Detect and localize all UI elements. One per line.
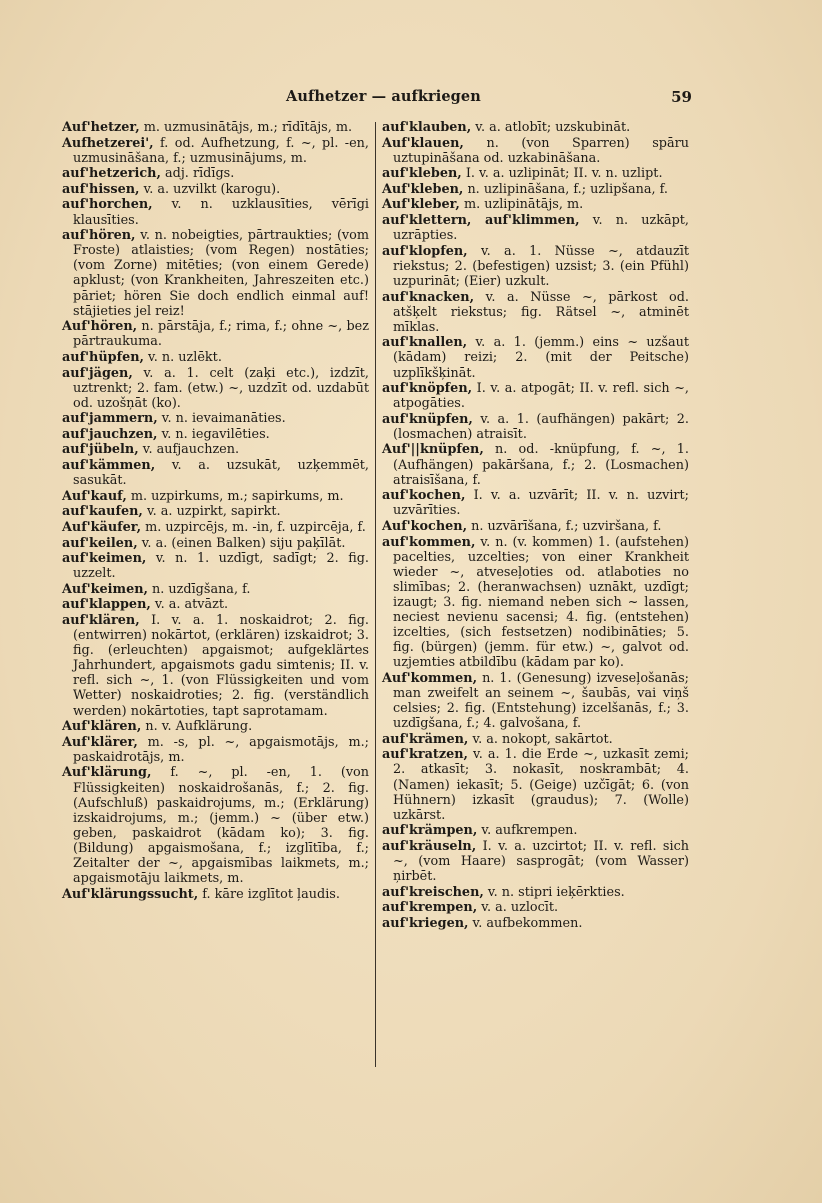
definition: v. n. stipri ieķērkties. <box>483 884 625 900</box>
dictionary-entry <box>62 489 369 504</box>
definition: I. v. a. uzcirtot; II. v. refl. sich ~, (vom Haare) sasprogāt; (vom Wasser) ņirbēt. <box>393 838 689 885</box>
headword: Auf'klärungssucht, <box>62 886 199 902</box>
headword: Auf'hetzer, <box>62 120 140 135</box>
dictionary-entry <box>62 458 369 488</box>
dictionary-entry <box>62 520 369 535</box>
headword: auf'keimen, <box>62 551 147 567</box>
definition: v. aufbekommen. <box>468 915 583 931</box>
headword: Auf'käufer, <box>62 519 142 535</box>
definition: v. a. uzpirkt, sapirkt. <box>142 504 281 520</box>
dictionary-entry <box>62 551 369 581</box>
dictionary-entry <box>382 823 689 838</box>
headword: auf'jägen, <box>62 365 133 381</box>
definition: n. (von Sparren) spāru uztupināšana od. uzkabināšana. <box>393 135 689 166</box>
definition: v. n. uzlēkt. <box>143 349 222 365</box>
dictionary-entry <box>382 182 689 197</box>
right-column <box>382 120 689 931</box>
dictionary-entry <box>382 535 689 671</box>
headword: auf'kriegen, <box>382 915 469 931</box>
definition: v. n. iegavilēties. <box>157 426 270 442</box>
dictionary-entry <box>62 735 369 765</box>
dictionary-entry <box>62 442 369 457</box>
definition: v. n. uzkāpt, uzrāpties. <box>393 213 689 244</box>
dictionary-entry <box>382 197 689 212</box>
definition: v. a. Nüsse ~, pārkost od. atšķelt riekstus; fig. Rätsel ~, atminēt mīklas. <box>393 289 689 335</box>
dictionary-entry <box>382 732 689 747</box>
headword: Auf'kommen, <box>382 670 478 686</box>
dictionary-entry <box>382 442 689 487</box>
headword: Auf'klauen, <box>382 135 464 151</box>
definition: m. uzpirkums, m.; sapirkums, m. <box>126 488 344 504</box>
headword: Aufhetzerei', <box>62 135 154 151</box>
headword: auf'jauchzen, <box>62 426 158 442</box>
page-number: 59 <box>671 88 692 106</box>
headword: auf'knallen, <box>382 335 468 351</box>
headword: auf'hissen, <box>62 181 140 197</box>
headword: auf'horchen, <box>62 197 153 213</box>
definition: I. v. a. uzvārīt; II. v. n. uzvirt; uzvārīties. <box>393 488 689 519</box>
dictionary-entry <box>382 244 689 289</box>
dictionary-entry <box>62 366 369 411</box>
dictionary-entry <box>62 719 369 734</box>
definition: v. n. (v. kommen) 1. (aufstehen) pacelties, uzcelties; von einer Krankheit wieder ~, atveseļoties od. atlaboties no slimības; 2. (heranwachsen) uznākt, uzdīgt; izaugt; 3. fig. niemand neben sich ~ lassen, neciest nevienu sacensi; 4. fig. (entstehen) izcelties, (sich festsetzen) nodibināties; 5. fig. (bürgen) (jemm. für etw.) ~, galvot od. uzjemties atbildību (kādam par ko). <box>393 534 689 671</box>
definition: v. aufkrempen. <box>477 823 578 839</box>
definition: v. a. 1. celt (zaķi etc.), izdzīt, uztrenkt; 2. fam. (etw.) ~, uzdzīt od. uzdabūt od. uzošņāt (ko). <box>73 365 369 411</box>
dictionary-entry <box>62 597 369 612</box>
definition: v. n. ievaimanāties. <box>157 411 286 427</box>
dictionary-entry <box>62 350 369 365</box>
definition: n. v. Aufklärung. <box>141 719 253 735</box>
definition: v. a. atvāzt. <box>150 597 229 613</box>
left-column <box>62 120 369 902</box>
dictionary-entry <box>382 120 689 135</box>
definition: n. pārstāja, f.; rima, f.; ohne ~, bez pārtraukuma. <box>73 319 369 350</box>
definition: f. ~, pl. -en, 1. (von Flüssigkeiten) noskaidrošanās, f.; 2. fig. (Aufschluß) paskaidrojums, m.; (Erklärung) izskaidrojums, m.; (jemm.) ~ (über etw.) geben, paskaidrot (kādam ko); 3. fig. (Bildung) apgaismošana, f.; izglītība, f.; Zeitalter der ~, apgaismības laikmets, m.; apgaismotāju laikmets, m. <box>73 765 369 887</box>
definition: I. v. a. 1. noskaidrot; 2. fig. (entwirren) nokārtot, (erklären) izskaidrot; 3. fig. (erleuchten) apgaismot; aufgeklärtes Jahrhundert, apgaismots gadu simtenis; II. v. refl. sich ~, 1. (von Flüssigkeiten und vom Wetter) noskaidroties; 2. fig. (verständlich werden) nokārtoties, tapt saprotamam. <box>73 613 369 719</box>
headword: auf'klopfen, <box>382 243 468 259</box>
headword: Auf'hören, <box>62 319 138 335</box>
headword: auf'kochen, <box>382 488 466 504</box>
headword: auf'hüpfen, <box>62 349 144 365</box>
headword: auf'kreischen, <box>382 884 484 900</box>
dictionary-entry <box>382 136 689 166</box>
running-head: Aufhetzer — aufkriegen <box>286 88 481 105</box>
headword: auf'klären, <box>62 613 140 628</box>
definition: v. n. uzklausīties, vērīgi klausīties. <box>73 197 369 228</box>
definition: v. n. nobeigties, pārtraukties; (vom Froste) atlaisties; (vom Regen) nostāties; (vom Zorne) mitēties; (von einem Gerede) apklust; (von Krankheiten, Jahreszeiten etc.) pāriet; hören Sie doch endlich einmal auf! stājieties jel reiz! <box>73 228 369 319</box>
headword: auf'kleben, <box>382 166 462 182</box>
definition: m. uzlipinātājs, m. <box>459 197 584 213</box>
headword: Auf'||knüpfen, <box>382 442 484 458</box>
headword: Auf'klären, <box>62 719 142 735</box>
headword: auf'kommen, <box>382 534 476 550</box>
dictionary-entry <box>62 613 369 719</box>
dictionary-entry <box>62 536 369 551</box>
dictionary-entry <box>62 504 369 519</box>
dictionary-entry <box>382 839 689 884</box>
dictionary-entry <box>62 197 369 227</box>
headword: Auf'keimen, <box>62 581 148 597</box>
headword: auf'hören, <box>62 228 136 244</box>
headword: Auf'kleber, <box>382 197 460 213</box>
definition: v. a. 1. (jemm.) eins ~ uzšaut (kādam) reizi; 2. (mit der Peitsche) uzplīkšķināt. <box>393 335 689 381</box>
definition: v. aufjauchzen. <box>138 442 240 458</box>
headword: auf'jübeln, <box>62 442 139 458</box>
dictionary-entry <box>382 916 689 931</box>
dictionary-entry <box>62 411 369 426</box>
definition: n. uzvārīšana, f.; uzviršana, f. <box>467 518 662 534</box>
definition: I. v. a. uzlipināt; II. v. n. uzlipt. <box>461 166 663 182</box>
definition: n. uzlipināšana, f.; uzlipšana, f. <box>463 181 668 197</box>
dictionary-entry <box>382 381 689 411</box>
headword: Auf'kauf, <box>62 488 127 504</box>
headword: auf'krämpen, <box>382 823 478 839</box>
dictionary-entry <box>382 290 689 335</box>
dictionary-entry <box>382 488 689 518</box>
headword: auf'krempen, <box>382 900 478 916</box>
dictionary-entry <box>382 885 689 900</box>
headword: auf'kämmen, <box>62 458 156 474</box>
definition: v. a. uzlocīt. <box>477 900 559 916</box>
definition: n. od. -knüpfung, f. ~, 1. (Aufhängen) pakāršana, f.; 2. (Losmachen) atraisīšana, f. <box>393 442 689 488</box>
dictionary-entry <box>62 182 369 197</box>
dictionary-entry <box>62 166 369 181</box>
dictionary-entry <box>62 887 369 902</box>
definition: f. kāre izglītot ļaudis. <box>198 886 340 902</box>
dictionary-entry <box>382 671 689 731</box>
dictionary-entry <box>62 427 369 442</box>
definition: v. n. 1. uzdīgt, sadīgt; 2. fig. uzzelt. <box>73 551 369 582</box>
definition: v. a. uzsukāt, uzķemmēt, sasukāt. <box>73 458 369 489</box>
headword: auf'jammern, <box>62 411 158 427</box>
definition: v. a. 1. (aufhängen) pakārt; 2. (losmachen) atraisīt. <box>393 411 689 442</box>
headword: Auf'kleben, <box>382 181 464 197</box>
definition: n. uzdīgšana, f. <box>147 581 251 597</box>
headword: auf'knüpfen, <box>382 411 473 427</box>
dictionary-entry <box>382 519 689 534</box>
headword: auf'klettern, auf'klimmen, <box>382 213 580 229</box>
definition: m. uzmusinātājs, m.; rīdītājs, m. <box>139 120 353 135</box>
definition: n. 1. (Genesung) izveseļošanās; man zweifelt an seinem ~, šaubās, vai viņš celsies; 2. fig. (Entstehung) izcelšanās, f.; 3. uzdīgšana, f.; 4. galvošana, f. <box>393 670 689 732</box>
definition: v. a. uzvilkt (karogu). <box>139 181 281 197</box>
headword: auf'krämen, <box>382 731 469 747</box>
headword: auf'klappen, <box>62 597 151 613</box>
headword: auf'kräuseln, <box>382 838 477 854</box>
dictionary-entry <box>382 412 689 442</box>
definition: v. a. 1. Nüsse ~, atdauzīt riekstus; 2. (befestigen) uzsist; 3. (ein Pfühl) uzpurināt; (Eier) uzkult. <box>393 243 689 289</box>
definition: adj. rīdīgs. <box>160 166 235 182</box>
headword: auf'knöpfen, <box>382 381 473 397</box>
definition: f. od. Aufhetzung, f. ~, pl. -en, uzmusināšana, f.; uzmusinājums, m. <box>73 135 369 166</box>
headword: auf'kratzen, <box>382 747 468 763</box>
dictionary-entry <box>62 120 369 135</box>
definition: v. a. (einen Balken) siju paķīlāt. <box>137 535 346 551</box>
headword: auf'hetzerich, <box>62 166 161 182</box>
headword: auf'keilen, <box>62 535 138 551</box>
dictionary-entry <box>62 228 369 319</box>
definition: m. uzpircējs, m. -in, f. uzpircēja, f. <box>141 519 366 535</box>
headword: Auf'kochen, <box>382 518 468 534</box>
page-header <box>60 88 700 110</box>
headword: auf'kaufen, <box>62 504 143 520</box>
definition: I. v. a. atpogāt; II. v. refl. sich ~, atpogāties. <box>393 381 689 412</box>
dictionary-entry <box>62 582 369 597</box>
dictionary-columns <box>62 120 702 1080</box>
headword: auf'knacken, <box>382 289 475 305</box>
dictionary-entry <box>382 335 689 380</box>
dictionary-entry <box>382 213 689 243</box>
dictionary-entry <box>62 765 369 886</box>
dictionary-entry <box>382 900 689 915</box>
definition: v. a. nokopt, sakārtot. <box>468 731 613 747</box>
dictionary-entry <box>382 166 689 181</box>
dictionary-entry <box>62 319 369 349</box>
headword: Auf'klärer, <box>62 734 138 750</box>
definition: v. a. 1. die Erde ~, uzkasīt zemi; 2. atkasīt; 3. nokasīt, noskrambāt; 4. (Namen) iekasīt; 5. (Geige) uzčīgāt; 6. (von Hühnern) izkasīt (graudus); 7. (Wolle) uzkārst. <box>393 747 689 823</box>
headword: auf'klauben, <box>382 120 472 135</box>
dictionary-entry <box>62 136 369 166</box>
headword: Auf'klärung, <box>62 765 152 781</box>
definition: v. a. atlobīt; uzskubināt. <box>471 120 631 135</box>
dictionary-entry <box>382 747 689 822</box>
definition: m. -s, pl. ~, apgaismotājs, m.; paskaidrotājs, m. <box>73 734 369 765</box>
